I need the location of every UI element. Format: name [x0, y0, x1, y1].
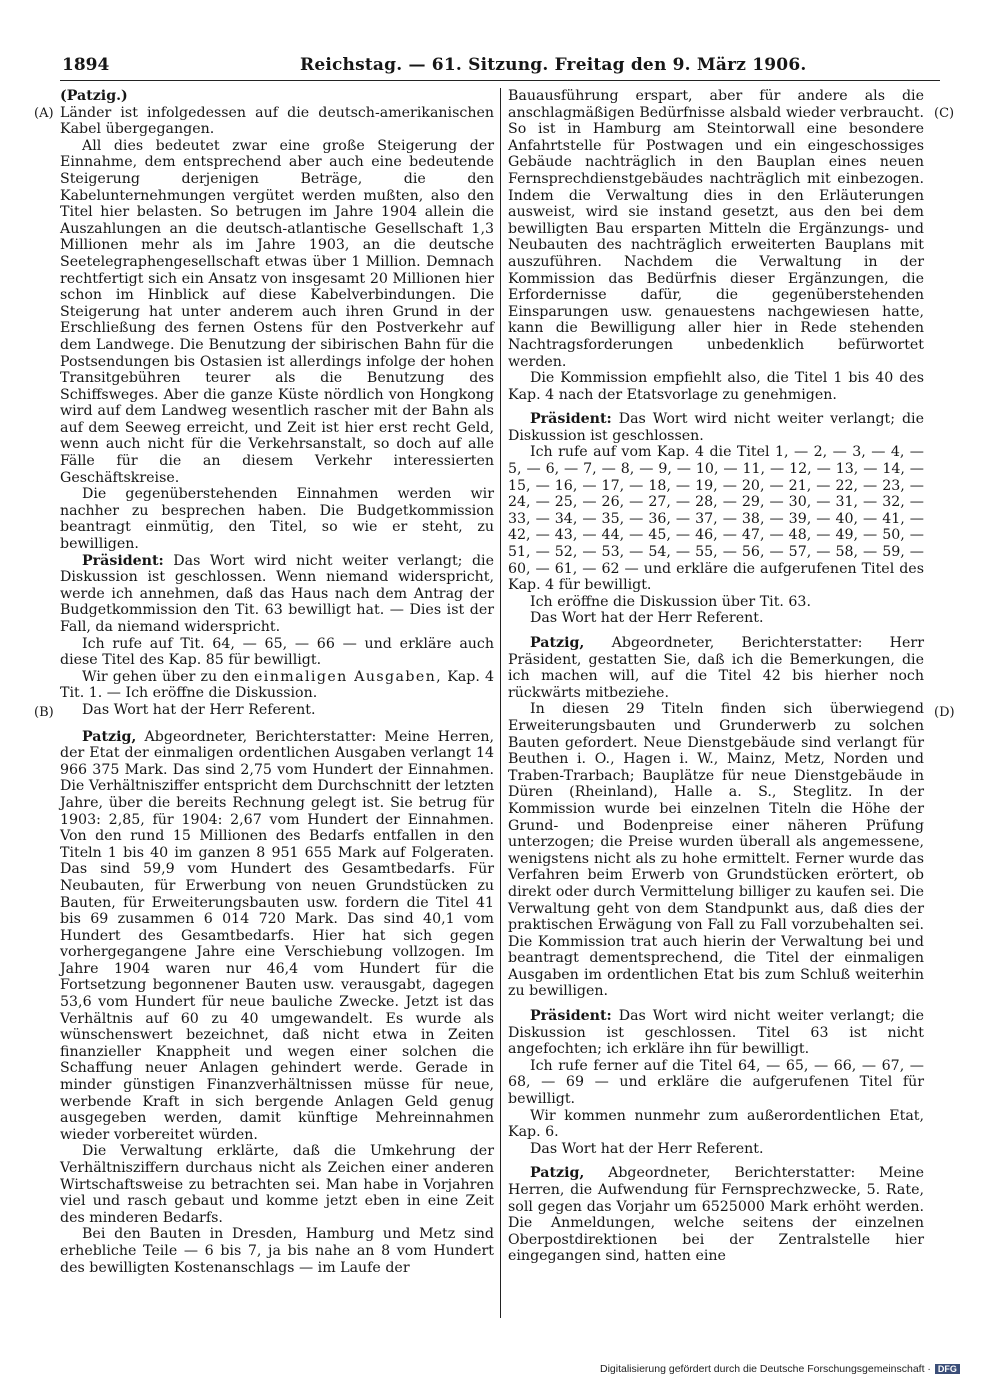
- paragraph: Das Wort hat der Herr Referent.: [530, 610, 764, 627]
- spaced-emphasis: einmaligen Ausgaben,: [253, 668, 443, 685]
- speech-text: Kap. 4 Tit. 1. — Ich eröffne die Diskussion.: [60, 668, 495, 702]
- margin-marker-d: (D): [934, 705, 955, 720]
- paragraph: Bei den Bauten in Dresden, Hamburg und Metz sind erhebliche Teile — 6 bis 7, ja bis nahe an 8 vom Hundert des bewilligten Kostenanschlags — im Laufe der: [60, 1226, 494, 1276]
- speech-text: Abgeordneter, Berichterstatter: Meine Herren, der Etat der einmaligen ordentlichen Ausgaben verlangt 14 966 375 Mark. Das sind 2,75 vom Hundert der Einnahmen. Die Verhältnisziffer entspricht dem Durchschnitt der letzten Jahre, über die bereits Rechnung gelegt ist. Sie betrug für 1903: 2,85, für 1904: 2,67 vom Hundert der Einnahmen. Von den rund 15 Millionen des Bedarfs entfallen in den Titeln 1 bis 40 im ganzen 8 951 655 Mark auf Folgeraten. Das sind 59,9 vom Hundert des Gesamtbedarfs. Für Neubauten, für Erwerbung von neuen Grundstücken zu Bauten, für Erweiterungsbauten usw. fordern die Titel 41 bis 69 zusammen 6 014 720 Mark. Das sind 40,1 vom Hundert des Gesamtbedarfs. Hier hat sich gegen vorhergegangene Jahre eine Verschiebung vollzogen. Im Jahre 1904 waren nur 46,4 vom Hundert für die Fortsetzung begonnener Bauten usw. verausgabt, dagegen 53,6 vom Hundert für neue bauliche Zwecke. Jetzt ist das Verhältnis auf 60 zu 40 umgewandelt. Es wurde als wünschenswert bezeichnet, daß nicht etwa in Zeiten finanzieller Knappheit und wegen einer solchen die Schaffung neuer Anlagen gehindert werde. Gerade in minder günstigen Finanzverhältnissen müsse für neue, werbende Kraft in sich bergende Anlagen Geld genug ausgegeben werden, damit künftige Mehreinnahmen wieder vorbereitet würden.: [60, 728, 494, 1143]
- paragraph: Bauausführung erspart, aber für andere als die anschlagmäßigen Bedürfnisse alsbald wieder verbraucht. So ist in Hamburg am Steintorwall eine besondere Anfahrtstelle für Postwagen und ein eingeschossiges Gebäude nachträglich in den Bauplan eines neuen Fernsprechdienstgebäudes nachträglich mit einbezogen. Indem die Verwaltung dies in den Erläuterungen ausweist, wird sie instand gesetzt, aus den bei dem bewilligten Bau ersparten Mitteln die Ergänzungs- und Neubauten des nachträglich erweiterten Bauplans mit auszuführen. Nachdem die Verwaltung in der Kommission das Bedürfnis dieser Ergänzungen, die Erfordernisse dafür, die gegenüberstehenden Einsparungen usw. genauestens nachgewiesen hatte, kann die Bewilligung aller hier in Rede stehenden Nachtragsforderungen unbedenklich befürwortet werden.: [508, 88, 924, 370]
- speech-text: Das Wort wird nicht weiter verlangt; die Diskussion ist geschlossen. Titel 63 ist nicht angefochten; ich erkläre ihn für bewilligt.: [508, 1008, 924, 1058]
- speech-text: Das Wort wird nicht weiter verlangt; die Diskussion ist geschlossen. Wenn niemand widerspricht, werde ich annehmen, daß das Haus nach dem Antrag der Budgetkommission den Tit. 63 bewilligt hat. — Dies ist der Fall, da niemand widerspricht.: [60, 552, 494, 635]
- speaker-name: Patzig,: [530, 1165, 585, 1182]
- paragraph: Ich rufe ferner auf die Titel 64, — 65, — 66, — 67, — 68, — 69 — und erkläre die aufgerufenen Titel für bewilligt.: [508, 1057, 924, 1108]
- paragraph: Das Wort hat der Herr Referent.: [82, 701, 316, 718]
- paragraph: Die gegenüberstehenden Einnahmen werden wir nachher zu besprechen haben. Die Budgetkommission beantragt einmütig, den Titel, so wie er steht, zu bewilligen.: [60, 486, 494, 553]
- speaker-name: Präsident:: [530, 1008, 612, 1025]
- speaker-name: Präsident:: [530, 411, 612, 428]
- paragraph: [508, 1008, 924, 1058]
- margin-marker-b: (B): [34, 705, 54, 720]
- footer-credit: [600, 1363, 980, 1375]
- paragraph: [508, 411, 924, 444]
- paragraph: [508, 1165, 924, 1265]
- speaker-continuation: (Patzig.): [60, 88, 128, 104]
- footer-credit-text: Digitalisierung gefördert durch die Deutsche Forschungsgemeinschaft ·: [600, 1363, 931, 1375]
- left-column: [60, 88, 494, 1276]
- dfg-logo: DFG: [935, 1364, 960, 1374]
- paragraph: Länder ist infolgedessen auf die deutsch-amerikanischen Kabel übergegangen.: [60, 104, 494, 138]
- paragraph: [60, 553, 494, 636]
- speech-text: Abgeordneter, Berichterstatter: Meine Herren, die Aufwendung für Fernsprechzwecke, 5. Rate, soll gegen das Vorjahr um 6525000 Mark erhöht werden. Die Anmeldungen, welche seitens der einzelnen Oberpostdirektionen bei der Zentralstelle hier eingegangen sind, hatten eine: [508, 1165, 924, 1265]
- page-number: 1894: [62, 55, 110, 75]
- margin-marker-a: (A): [34, 106, 54, 121]
- paragraph: [60, 669, 494, 702]
- column-divider: [500, 88, 501, 1318]
- paragraph: Ich rufe auf vom Kap. 4 die Titel 1, — 2, — 3, — 4, — 5, — 6, — 7, — 8, — 9, — 10, — 11, — 12, — 13, — 14, — 15, — 16, — 17, — 18, — 19, — 20, — 21, — 22, — 23, — 24, — 25, — 26, — 27, — 28, — 29, — 30, — 31, — 32, — 33, — 34, — 35, — 36, — 37, — 38, — 39, — 40, — 41, — 42, — 43, — 44, — 45, — 46, — 47, — 48, — 49, — 50, — 51, — 52, — 53, — 54, — 55, — 56, — 57, — 58, — 59, — 60, — 61, — 62 — und erkläre die aufgerufenen Titel des Kap. 4 für bewilligt.: [508, 444, 924, 594]
- paragraph: Ich eröffne die Diskussion über Tit. 63.: [530, 593, 811, 610]
- header-rule: [60, 80, 940, 81]
- paragraph: Die Verwaltung erklärte, daß die Umkehrung der Verhältnisziffern durchaus nicht als Zeichen einer anderen Wirtschaftsweise zu betrachten sei. Man habe in Vorjahren viel und rasch gebaut und komme jetzt eben in eine Zeit des minderen Bedarfs.: [60, 1143, 494, 1226]
- page-header: [60, 55, 940, 79]
- running-head: Reichstag. — 61. Sitzung. Freitag den 9. März 1906.: [300, 55, 807, 75]
- speech-text: Abgeordneter, Berichterstatter: Herr Präsident, gestatten Sie, daß ich die Bemerkungen, die ich machen will, auf die Titel 42 bis hierher noch rückwärts mitbeziehe.: [508, 635, 924, 701]
- speech-text: Das Wort wird nicht weiter verlangt; die Diskussion ist geschlossen.: [508, 411, 924, 444]
- paragraph: All dies bedeutet zwar eine große Steigerung der Einnahme, dem entsprechend aber auch eine bedeutende Steigerung derjenigen Beträge, die den Kabelunternehmungen vergütet werden mußten, also den Titel hier belasten. So betrugen im Jahre 1904 allein die Auszahlungen an die deutsch-atlantische Gesellschaft 1,3 Millionen mehr als im Jahre 1903, an die deutsche Seetelegraphengesellschaft etwas über 1 Million. Demnach rechtfertigt sich ein Ansatz von insgesamt 20 Millionen hier schon im Hinblick auf diese Kabelverbindungen. Die Steigerung hat unter anderem auch ihren Grund in der Erschließung des fernen Ostens für den Postverkehr auf dem Landwege. Die Benutzung der sibirischen Bahn für die Postsendungen bis Ostasien ist allerdings infolge der hohen Transitgebühren teurer als die Benutzung des Schiffsweges. Aber die ganze Küste nördlich von Hongkong wird auf dem Landweg wesentlich rascher mit der Bahn als auf dem Seeweg erreicht, und Zeit ist hier erst recht Geld, wenn auch nicht für die Verkehrsanstalt, so doch auf alle Fälle für die an diesem Verkehr interessierten Geschäftskreise.: [60, 137, 494, 486]
- paragraph: Das Wort hat der Herr Referent.: [530, 1140, 764, 1157]
- speaker-name: Patzig,: [82, 728, 137, 745]
- paragraph: Ich rufe auf Tit. 64, — 65, — 66 — und erkläre auch diese Titel des Kap. 85 für bewilligt.: [60, 635, 494, 669]
- paragraph: [508, 635, 924, 701]
- speech-text: Wir gehen über zu den: [82, 668, 254, 685]
- right-column: [508, 88, 924, 1265]
- paragraph: [60, 729, 494, 1144]
- speaker-name: Präsident:: [82, 552, 164, 569]
- paragraph: Wir kommen nunmehr zum außerordentlichen Etat, Kap. 6.: [508, 1107, 924, 1141]
- speaker-name: Patzig,: [530, 635, 585, 651]
- paragraph: Die Kommission empfiehlt also, die Titel 1 bis 40 des Kap. 4 nach der Etatsvorlage zu genehmigen.: [508, 370, 924, 403]
- margin-marker-c: (C): [934, 106, 955, 121]
- paragraph: In diesen 29 Titeln finden sich überwiegend Erweiterungsbauten und Grunderwerb zu solchen Bauten gefordert. Neue Dienstgebäude sind verlangt für Beuthen i. O., Hagen i. W., Mainz, Metz, Norden und Traben-Trarbach; Bauplätze für neue Dienstgebäude in Düren (Rheinland), Halle a. S., Steglitz. In der Kommission wurde bei einzelnen Titeln die Höhe der Grund- und Bodenpreise einer näheren Prüfung unterzogen; die Preise wurden überall als angemessene, wenigstens nicht als zu hohe ermittelt. Ferner wurde das Verfahren beim Erwerb von Grundstücken erörtert, ob direkt oder durch Vermittelung billiger zu kaufen sei. Die Verwaltung geht von dem Standpunkt aus, daß dies der praktischen Erwägung von Fall zu Fall vorzubehalten sei. Die Kommission trat auch hierin der Verwaltung bei und beantragt dementsprechend, die Titel der einmaligen Ausgaben im ordentlichen Etat bis zum Schluß weiterhin zu bewilligen.: [508, 701, 924, 1000]
